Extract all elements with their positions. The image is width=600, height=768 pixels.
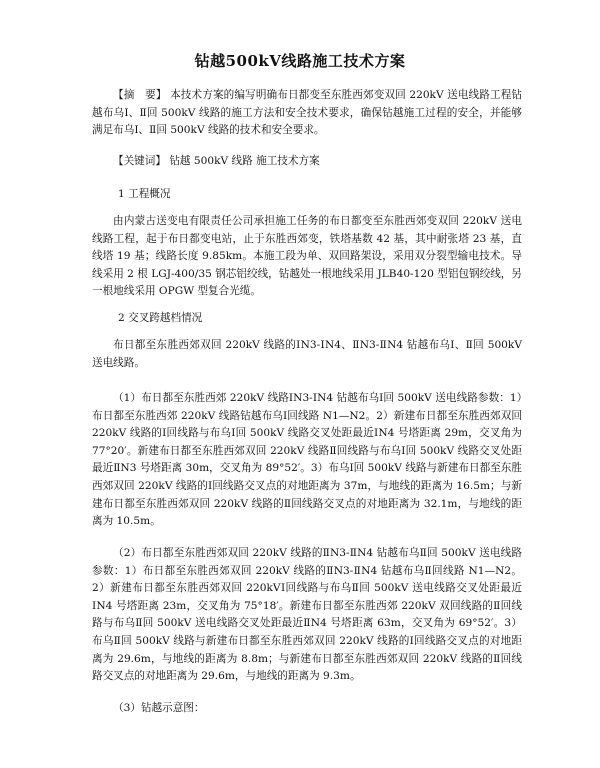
- keywords-label: 【关键词】: [113, 155, 166, 167]
- overview-paragraph: 由内蒙古送变电有限责任公司承担施工任务的布日都变至东胜西郊变双回 220kV 送电线路工程，起于布日都变电站，止于东胜西郊变，铁塔基数 42 基，其中耐张塔 23 基，直线塔 19 基；线路长度 9.85km。本施工段为单、双回路架设，采用双分裂型输电技术。导线采用 2 根 LGJ-400/35 钢芯铝绞线，钻越处一根地线采用 JLB40-120 型铝包钢绞线，另一根地线采用 OPGW 型复合光缆。: [92, 215, 522, 298]
- keywords-text: 钻越 500kV 线路 施工技术方案: [169, 155, 320, 167]
- abstract-label: 【摘 要】: [113, 89, 167, 101]
- section-heading-crossing: 2 交叉跨越档情况: [118, 312, 203, 324]
- crossing-item-3-paragraph: （3）钻越示意图：: [113, 702, 205, 714]
- paper-title: 钻越500kV线路施工技术方案: [194, 52, 406, 70]
- crossing-intro-paragraph: 布日都至东胜西郊双回 220kV 线路的ⅠN3-ⅠN4、ⅡN3-ⅡN4 钻越布乌Ⅰ、Ⅱ回 500kV 送电线路。: [92, 339, 522, 369]
- abstract-text: 本技术方案的编写明确布日都变至东胜西郊变双回 220kV 送电线路工程钻越布乌Ⅰ、Ⅱ回 500kV 线路的施工方法和安全技术要求，确保钻越施工过程的安全，并能够满足布乌Ⅰ、Ⅱ回 500kV 线路的技术和安全要求。: [92, 89, 523, 137]
- section-heading-overview: 1 工程概况: [118, 188, 171, 200]
- abstract-paragraph: [92, 87, 522, 140]
- crossing-item-1-paragraph: （1）布日都至东胜西郊 220kV 线路ⅠN3-ⅠN4 钻越布乌Ⅰ回 500kV 送电线路参数：1）布日都至东胜西郊 220kV 线路钻越布乌Ⅰ回线路 N1—N2。2）新建布日都至东胜西郊双回 220kV 线路的Ⅰ回线路与布乌Ⅰ回 500kV 线路交叉处距最近ⅠN4 号塔距离 29m，交叉角为 77°20′。新建布日都至东胜西郊双回 220kV 线路Ⅱ回线路与布乌Ⅰ回 500kV 线路交叉处距最近ⅡN3 号塔距离 30m，交叉角为 89°52′。3）布乌Ⅰ回 500kV 线路与新建布日都至东胜西郊双回 220kV 线路的Ⅰ回线路交叉点的对地距离为 37m，与地线的距离为 16.5m；与新建布日都至东胜西郊双回 220kV 线路的Ⅱ回线路交叉点的对地距离为 32.1m，与地线的距离为 10.5m。: [92, 392, 522, 528]
- crossing-item-2-paragraph: （2）布日都至东胜西郊双回 220kV 线路的ⅡN3-ⅡN4 钻越布乌Ⅱ回 500kV 送电线路参数：1）布日都至东胜西郊双回 220kV 线路的ⅡN3-ⅡN4 钻越布乌Ⅱ回线路 N1—N2。2）新建布日都至东胜西郊双回 220kVⅠ回线路与布乌Ⅱ回 500kV 送电线路交叉处距最近ⅠN4 号塔距离 23m，交叉角为 75°18′。新建布日都至东胜西郊 220kV 双回线路的Ⅱ回线路与布乌Ⅱ回 500kV 送电线路交叉处距最近ⅡN4 号塔距离 63m，交叉角为 69°52′。3）布乌Ⅱ回 500kV 线路与新建布日都至东胜西郊双回 220kV 线路的Ⅰ回线路交叉点的对地距离为 29.6m，与地线的距离为 8.8m；与新建布日都至东胜西郊双回 220kV 线路的Ⅱ回线路交叉点的对地距离为 29.6m，与地线的距离为 9.3m。: [92, 547, 522, 683]
- keywords-paragraph: [92, 153, 522, 171]
